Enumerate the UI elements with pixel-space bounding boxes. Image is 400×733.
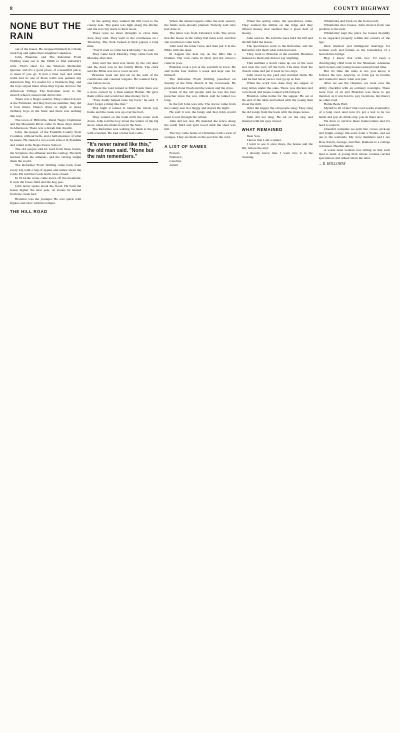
paragraph: "Your daddy helped raise my barn," he said. "I don't forget a thing like that." <box>87 97 159 107</box>
paragraph: Cheerful compiles we split into crews, pick-up and bright orange life-vests from a Trailer, and set out to the wetlands. My crew members and I are Ron, Kevin, George, and Dee. Ramona is a college volunteer, Heather Allen. <box>318 127 391 148</box>
subhead-remained: WHAT REMAINED <box>241 126 283 132</box>
letter-excerpt <box>242 134 313 159</box>
paragraph: In August the heat lay on the hills like a blanket. The corn came in short and the tobacco came in poor. <box>164 52 236 65</box>
paragraph: Brandon took a job at the sawmill in town. He sent home four dollars a week and kept one for himself. <box>164 64 236 78</box>
column-1 <box>10 19 81 719</box>
paragraph: John said the land was theirs by the old deed and the deed was in the family Bible. The clerk said the Bible was not a court record. <box>87 60 159 73</box>
paragraph: John read the letter twice and then put it in the Bible with the deed. <box>164 43 236 53</box>
article-title: NONE BUT THE RAIN <box>10 21 81 44</box>
paragraph: We have to survive these homecomers and it's hard to resist it. <box>318 118 391 127</box>
column-3 <box>164 19 235 719</box>
paragraph: John, Brandon, and The Reformer From Walling went out to the 1960s to find Zebulon's wife. That's short for the Western Methodist Quarter, and it's a good place, if a beautiful place, to meet if you go. It had a blue roof and white walls and no one of those walls was painted any American flag. It's useful for a Northern flag, and the boys stayed there when they'd gone down to the Afternoon Village. The Reformer went to the church when it started and did its dirt. <box>10 55 82 97</box>
page-folio <box>10 6 390 15</box>
paragraph: In the spring they walked the hill road to the county seat. The grass was high along the ditches and the red clay stuck to their boots. <box>87 19 159 32</box>
paragraph: Francis <box>169 150 180 155</box>
column-2-body <box>87 19 158 135</box>
article-columns <box>10 19 390 719</box>
paragraph: Some of the old people said he was the best preacher since the war. Others said he talked too long. <box>164 89 236 102</box>
paragraph: I already know that. I went into it in the cleaning. <box>241 150 313 159</box>
column-2 <box>87 19 158 719</box>
column-5 <box>319 19 390 719</box>
page-number: 8 <box>10 6 13 12</box>
paragraph: Whitefolks' kept the place for bosses monthly to be regarded properly within the owners of the age. <box>318 31 391 44</box>
paragraph: The letter was from Zebulon's wife. She wrote that the house in the valley had been sold, and that she would not come back. <box>164 31 236 44</box>
paragraph: Dual medical and immigrant marriage for women each and female as the boundaries of a bottom line bridge. <box>318 43 391 57</box>
paragraph: There were no more thoughts to close their door, they said. They went to the courthouse on a Thursday. The clerk looked at their papers a long time. <box>87 31 159 48</box>
paragraph: The old people said he read from three books, the Scripture, the almanac and the catalog. The kids learned from the almanac, and the catalog taught them the world. <box>10 146 82 164</box>
pull-quote: "It's never rained like this," the old man said. "None but the rain remembers." <box>87 139 158 163</box>
paragraph: But it's time the rules is set, you know, it follows the law. Anyway, so John got in trouble and wanted to know what was just. <box>318 68 391 82</box>
publication-name: COUNTY HIGHWAY <box>333 6 390 12</box>
paragraph: The Reformer was waiting for them at the gate with a lantern. He said a letter had come. <box>87 127 159 136</box>
subhead-hill-road: THE HILL ROAD <box>10 208 48 214</box>
paragraph: After the supper the old people sang. They sang the old songs from the book with the shape notes. <box>241 106 313 115</box>
paragraph: John said no. He said the trees held the hill and the hill held the house. <box>241 35 313 44</box>
column-1-body <box>10 47 81 205</box>
paragraph: I want to see it once more, the house and the hill, before the end. <box>241 142 313 151</box>
paragraph: Hallie Beck Hall, <box>323 102 348 107</box>
paragraph: When the sharecroppers came the next season, the fields were already planted. Nobody said who had done it. <box>164 19 236 32</box>
paragraph: Where the road turned at Mill Creek there was a store owned by a man named Harlan. He gave them coffee and would not take money for it. <box>87 85 159 98</box>
byline-signoff: — R. HOLLOWAY <box>318 162 346 167</box>
paragraph: When the spring came, the speculators came. They wanted the timber on the ridge and they offered money that seemed like a great deal of money. <box>241 19 313 36</box>
paragraph: They went to Brandon at the sawmill. Brandon listened to them and did not say anything. <box>241 52 313 61</box>
paragraph: Brandon was the younger. He was quick with figures and slow with his temper. <box>10 196 82 205</box>
column-3-body <box>164 19 235 140</box>
paragraph: Albert <box>169 163 179 167</box>
paragraph: Whitefolks and Tuck on the front porch. <box>323 19 380 23</box>
paragraph: John never spoke about the flood. He built the house higher the next year, on stones he hauled from the creek bed. <box>10 184 82 197</box>
paragraph: He said it was the lungs and that John would need to rest through the winter. <box>164 110 236 119</box>
column-5-body <box>319 19 390 160</box>
paragraph: John did not sing. He sat on the step and listened with his eyes closed. <box>241 114 313 123</box>
paragraph: The speculators went to the Reformer, and the Reformer told them what John had said. <box>241 43 313 53</box>
paragraph: A waste dead woman was telling us that each land is dead. A young man whose cousins carried speculators and talked about the land. <box>318 147 391 161</box>
names-list <box>164 151 235 168</box>
paragraph: In 1914 the water came down off the mountain. It took the lower field and the hog pen. <box>10 175 82 184</box>
paragraph: Nathan L. <box>169 154 184 159</box>
paragraph: Brandon came home for the supper. He sat at the end of the table and talked with the young men about the mill. <box>241 93 313 107</box>
paragraph: They waited on the bank until the water went down. John told the boy about the winter of the big snow, when the mules froze in the barn. <box>87 114 159 127</box>
paragraph: The town of Hillsville, Rural Negro Dominion and the Mountain River came in those days. Rains in Afternoon. There was a dream that dreamt. <box>10 117 82 130</box>
paragraph: The Reformer From Walling came back from every trip with a bag of apples and rumor about the roads. He said the roads north were closed. <box>10 163 82 176</box>
paragraph: Dear Son, <box>246 133 261 138</box>
paragraph: Caroline <box>169 158 182 163</box>
subhead-names: A LIST OF NAMES <box>164 143 207 149</box>
paragraph: That night it rained. It rained the whole way home and the creek was up over the ford. <box>87 106 159 115</box>
paragraph: The boy came home at Christmas with a sack of oranges. They ate them on the porch in the cold. <box>164 131 236 140</box>
paragraph: Brandon went out and sat on the wall of the courthouse and counted wagons. He counted forty-one before noon. <box>87 73 159 86</box>
paragraph: When the work was done they ate supper at long tables under the oaks. There was chicken and corn bread and beans cooked with fatback. <box>241 81 313 94</box>
paragraph: out of the house. He wrapped himself in a blank rural bag and quilted her daughter's skeleton. <box>10 47 82 56</box>
paragraph: "You'll want to come back Monday," he said. <box>92 48 155 53</box>
paragraph: John stood in the yard and watched them. He said he had never seen a roof go up so fast. <box>241 73 313 82</box>
paragraph: They came back Monday. They came back the Monday after that. <box>87 52 159 61</box>
paragraph: There was a Negro quarter. They called it down at the Fairmont, and they had one summer, they did it four times. There's three or eight or more birthday boys in the State and there was nothing that was. <box>10 96 82 118</box>
paragraph: John did not rest. He mended the fence along the north field and split wood until the shed was full. <box>164 118 236 132</box>
paragraph: After we see the chapters, we went over the utility checklist with an ordinary nostalgia. There were four of us and Brandon was there to get married, as it was hard to pay vacations, but there's no other road. <box>318 81 391 102</box>
paragraph: I know that I am a sinner. <box>246 138 282 143</box>
column-4 <box>242 19 313 719</box>
paragraph: That summer a storm came up out of the west and took the roof off the barn. The men from the church came and put it back in two days. <box>241 60 313 73</box>
paragraph: Myself is all of me? Our road works eventually; of a long road. And now it's got a lost to be too harsh and you do drink only, you sit there now. <box>318 106 391 119</box>
column-4-body <box>242 19 313 123</box>
paragraph: In the fall John was sick. The doctor came from the county seat in a buggy and stayed the night. <box>164 102 236 111</box>
paragraph: The Reformer From Walling preached on Sunday at the little church at the crossroads. He preached about Noah and the waters and the dove. <box>164 77 236 90</box>
paragraph: Whitefolks that bosses. John moved from one position to the next. <box>318 23 391 32</box>
paragraph: John, the keeper of the Franklin County State Counties, without bells, and a half-measure of what he knew. He started a two-room school in Franklin and called it the Negro Peace School. <box>10 130 82 147</box>
paragraph: Hey, I know that with two. I'd been a churchgoing child back in the Nineteen. Absentee land owners and young bosses reduced land time. <box>318 56 391 69</box>
